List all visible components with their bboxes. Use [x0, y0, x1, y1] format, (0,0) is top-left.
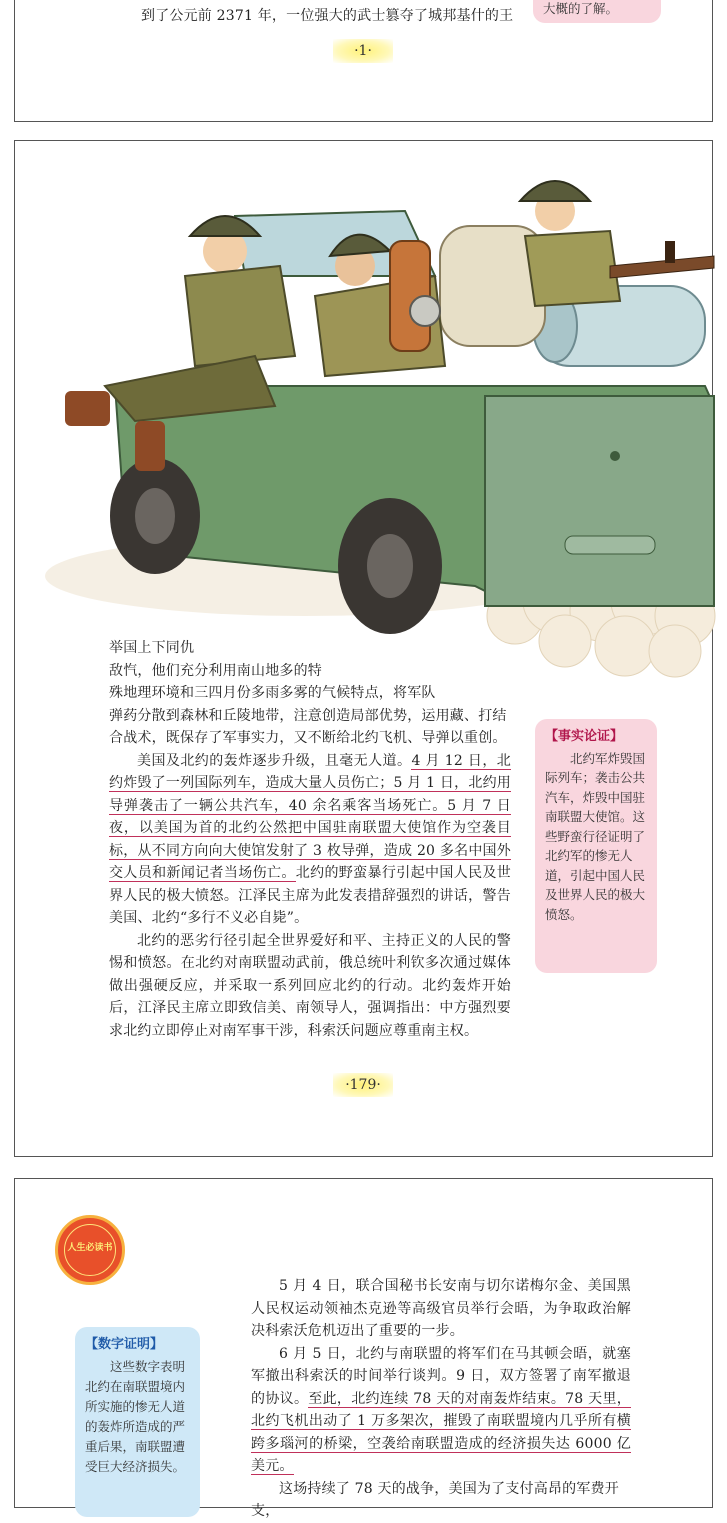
para-underlined-evidence: 4 月 12 日，北约炸毁了一列国际列车，造成大量人员伤亡；5 月 1 日，北约用导弹袭击了一辆公共汽车，40 余名乘客当场死亡。5 月 7 日夜，以美国为首的北约公然把中国驻南联盟大使馆作为空袭目标，从不同方向向大使馆发射了 3 枚导弹，造成 20 多名中国外交人员和新闻记者当场伤亡。: [109, 752, 511, 881]
paragraph-bombing: [109, 750, 511, 930]
page-number-top: ·1·: [333, 39, 393, 63]
para-underlined-numbers: 至此，北约连续 78 天的对南轰炸结束。78 天里，北约飞机出动了 1 万多架次，摧毁了南联盟境内几乎所有横跨多瑙河的桥梁，空袭给南联盟造成的经济损失达 6000 亿美元。: [251, 1390, 631, 1474]
text-line: 举国上下同仇: [109, 640, 195, 656]
text-line: 殊地理环境和三四月份多雨多雾的气候特点，将军队: [109, 685, 436, 701]
para-plain-end: 北约的野蛮暴行引起中国人民及世界人民的极大愤怒。江泽民主席为此发表措辞强烈的讲话，警告美国、北约“多行不义必自毙”。: [109, 865, 511, 926]
paragraph-june5: [251, 1343, 631, 1478]
page-bottom-body: [251, 1275, 631, 1523]
side-note-title: 【事实论证】: [545, 729, 624, 744]
side-note-body: 北约军炸毁国际列车；袭击公共汽车，炸毁中国驻南联盟大使馆。这些野蛮行径证明了北约军的惨无人道，引起中国人民及世界人民的极大愤怒。: [545, 750, 646, 922]
paragraph-war-cost: 这场持续了 78 天的战争，美国为了支付高昂的军费开支，: [251, 1480, 619, 1519]
page-number-179: ·179·: [333, 1073, 393, 1097]
page-bottom: [14, 1178, 713, 1519]
text-line: 弹药分散到森林和丘陵地带，注意创造局部优势，运用藏、打结: [109, 707, 507, 724]
side-note-fragment: [533, 0, 661, 23]
soldiers-truck-illustration: [45, 156, 714, 716]
para-plain-start: 美国及北约的轰炸逐步升级，且毫无人道。: [137, 752, 412, 769]
text-line: 敌忾，他们充分利用南山地多的特: [109, 662, 322, 679]
side-note-body: 这些数字表明北约在南联盟境内所实施的惨无人道的轰炸所造成的严重后果，南联盟遭受巨大经济损失。: [85, 1359, 186, 1474]
page-top: [14, 0, 713, 122]
side-note-fragment-text: 大概的了解。: [543, 1, 619, 16]
side-note-fact-evidence: [535, 719, 657, 973]
page-top-text-line: 到了公元前 2371 年，一位强大的武士篡夺了城邦基什的王: [141, 8, 514, 24]
paragraph-reaction: 北约的恶劣行径引起全世界爱好和平、主持正义的人民的警惕和愤怒。在北约对南联盟动武前，俄总统叶利钦多次通过媒体做出强硬反应，并采取一系列回应北约的行动。北约轰炸开始后，江泽民主席立即致信美、南领导人，强调指出：中方强烈要求北约立即停止对南军事干涉，科索沃问题应尊重南主权。: [109, 932, 511, 1039]
side-note-numeric-evidence: [75, 1327, 200, 1517]
page-179-body: [109, 637, 511, 1042]
badge-text: 人生必读书: [67, 1243, 113, 1253]
para-plain: 6 月 5 日，北约与南联盟的将军们在马其顿会晤，就塞军撤出科索沃的时间举行谈判。9 日，双方签署了南军撤退的协议。: [251, 1345, 631, 1407]
page-179: [14, 140, 713, 1157]
side-note-title: 【数字证明】: [85, 1337, 164, 1352]
paragraph-may4: 5 月 4 日，联合国秘书长安南与切尔诺梅尔金、美国黑人民权运动领袖杰克逊等高级官员举行会晤，为争取政治解决科索沃危机迈出了重要的一步。: [251, 1278, 631, 1339]
book-series-badge-icon: [55, 1215, 125, 1285]
text-line: 合战术，既保存了军事实力，又不断给北约飞机、导弹以重创。: [109, 730, 507, 746]
